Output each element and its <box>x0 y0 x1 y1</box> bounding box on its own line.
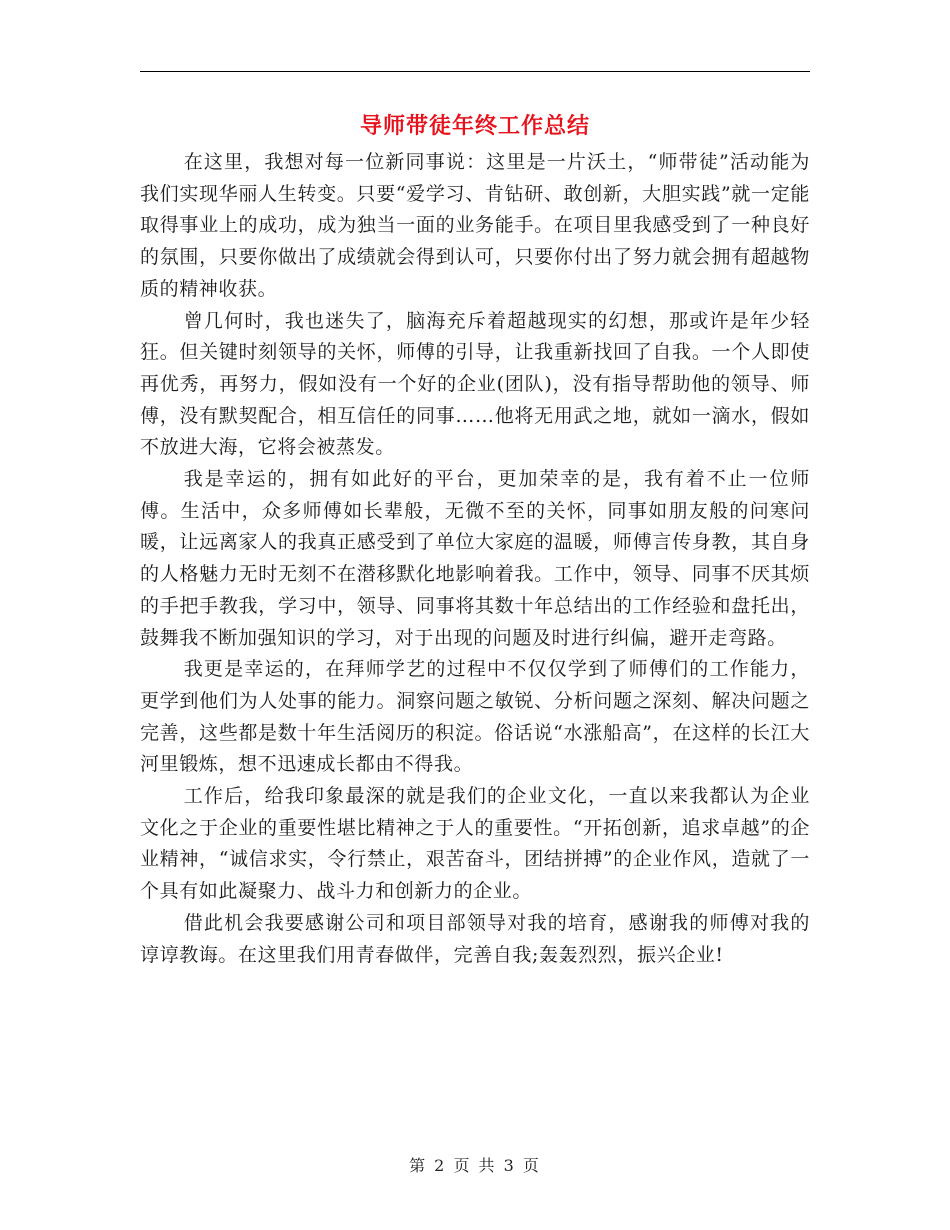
header-rule <box>140 71 810 72</box>
paragraph-5: 工作后，给我印象最深的就是我们的企业文化，一直以来我都认为企业文化之于企业的重要性堪比精神之于人的重要性。“开拓创新，追求卓越”的企业精神，“诚信求实，令行禁止，艰苦奋斗，团结拼搏”的企业作风，造就了一个具有如此凝聚力、战斗力和创新力的企业。 <box>140 785 810 903</box>
page-number: 第 2 页 共 3 页 <box>409 1156 541 1175</box>
document-body <box>140 147 810 971</box>
paragraph-4: 我更是幸运的，在拜师学艺的过程中不仅仅学到了师傅们的工作能力，更学到他们为人处事的能力。洞察问题之敏锐、分析问题之深刻、解决问题之完善，这些都是数十年生活阅历的积淀。俗话说“水涨船高”，在这样的长江大河里锻炼，想不迅速成长都由不得我。 <box>140 658 810 776</box>
paragraph-2: 曾几何时，我也迷失了，脑海充斥着超越现实的幻想，那或许是年少轻狂。但关键时刻领导的关怀，师傅的引导，让我重新找回了自我。一个人即使再优秀，再努力，假如没有一个好的企业(团队)，没有指导帮助他的领导、师傅，没有默契配合，相互信任的同事……他将无用武之地，就如一滴水，假如不放进大海，它将会被蒸发。 <box>140 309 810 459</box>
document-title: 导师带徒年终工作总结 <box>359 113 590 139</box>
paragraph-6: 借此机会我要感谢公司和项目部领导对我的培育，感谢我的师傅对我的谆谆教诲。在这里我们用青春做伴，完善自我;轰轰烈烈，振兴企业! <box>140 911 810 966</box>
paragraph-3: 我是幸运的，拥有如此好的平台，更加荣幸的是，我有着不止一位师傅。生活中，众多师傅如长辈般，无微不至的关怀，同事如朋友般的问寒问暖，让远离家人的我真正感受到了单位大家庭的温暖，师傅言传身教，其自身的人格魅力无时无刻不在潜移默化地影响着我。工作中，领导、同事不厌其烦的手把手教我，学习中，领导、同事将其数十年总结出的工作经验和盘托出，鼓舞我不断加强知识的学习，对于出现的问题及时进行纠偏，避开走弯路。 <box>140 468 810 649</box>
paragraph-1: 在这里，我想对每一位新同事说：这里是一片沃土，“师带徒”活动能为我们实现华丽人生转变。只要“爱学习、肯钻研、敢创新，大胆实践”就一定能取得事业上的成功，成为独当一面的业务能手。在项目里我感受到了一种良好的氛围，只要你做出了成绩就会得到认可，只要你付出了努力就会拥有超越物质的精神收获。 <box>140 151 810 300</box>
